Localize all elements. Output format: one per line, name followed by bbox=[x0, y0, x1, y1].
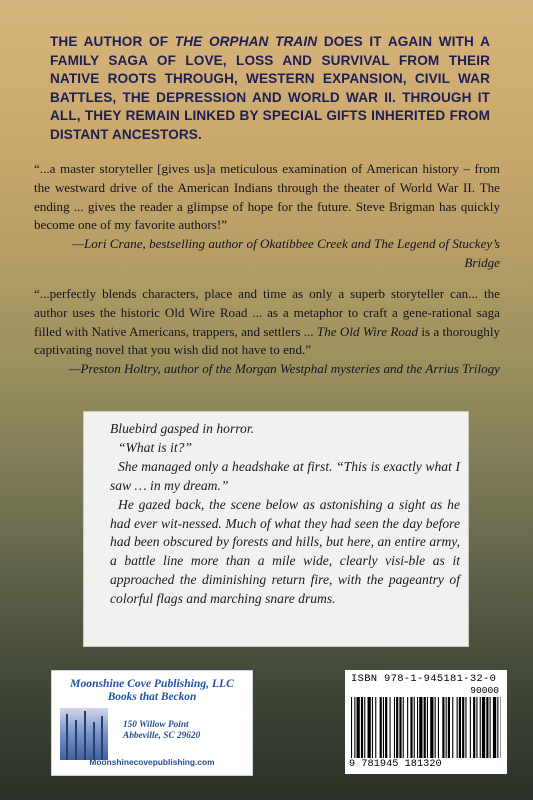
barcode-stripe bbox=[394, 697, 395, 761]
barcode-stripe bbox=[414, 697, 415, 761]
barcode-stripe bbox=[357, 697, 360, 761]
barcode-bars bbox=[351, 697, 501, 761]
isbn-barcode bbox=[345, 670, 507, 774]
barcode-stripe bbox=[448, 697, 450, 761]
barcode-stripe bbox=[403, 697, 404, 761]
review-quote-2-title: The Old Wire Road bbox=[316, 323, 419, 339]
barcode-stripe bbox=[493, 697, 496, 761]
back-cover-blurb bbox=[50, 33, 490, 145]
publisher-address-line-2: Abbeville, SC 29620 bbox=[123, 731, 201, 741]
barcode-stripe bbox=[457, 697, 458, 761]
barcode-stripe bbox=[473, 697, 475, 761]
barcode-stripe bbox=[459, 697, 461, 761]
barcode-stripe bbox=[396, 697, 398, 761]
publisher-name: Moonshine Cove Publishing, LLC bbox=[70, 677, 234, 690]
barcode-stripe bbox=[383, 697, 384, 761]
barcode-stripe bbox=[410, 697, 412, 761]
excerpt-paragraph-3: She managed only a headshake at first. “This is exactly what I saw … in my dream.” bbox=[110, 458, 460, 493]
review-quote-1-attribution: —Lori Crane, bestselling author of Okatibbee Creek and The Legend of Stuckey’s Bridge bbox=[72, 236, 500, 270]
publisher-logo-image bbox=[60, 708, 108, 760]
publisher-website: Moonshinecovepublishing.com bbox=[89, 757, 215, 767]
blurb-book-title: THE ORPHAN TRAIN bbox=[174, 34, 318, 49]
book-excerpt-box bbox=[84, 412, 468, 646]
publisher-address-line-1: 150 Willow Point bbox=[123, 720, 189, 730]
barcode-stripe bbox=[442, 697, 444, 761]
price-code: 90000 bbox=[470, 685, 499, 696]
review-quote-2 bbox=[34, 285, 500, 379]
barcode-stripe bbox=[390, 697, 391, 761]
barcode-stripe bbox=[486, 697, 488, 761]
barcode-stripe bbox=[364, 697, 365, 761]
review-quote-2-text-a: “...perfectly blends characters, place and time as only a superb storyteller can... the author uses the historic Old Wire Road ... as a metaphor to craft a gene-rational saga filled with Native Americans, trappers, and settlers ... bbox=[34, 286, 500, 339]
barcode-stripe bbox=[476, 697, 477, 761]
barcode-stripe bbox=[480, 697, 481, 761]
logo-tree-trunk bbox=[84, 711, 86, 760]
review-quote-1-text: “...a master storyteller [gives us]a meticulous examination of American history – from the westward drive of the American Indians through the theater of World War II. The ending ... gives the reader a glimpse of hope for the future. Steve Brigman has quickly become one of my favorite authors!” bbox=[34, 161, 500, 233]
barcode-stripe bbox=[419, 697, 422, 761]
logo-tree-trunk bbox=[101, 716, 103, 760]
barcode-stripe bbox=[380, 697, 382, 761]
barcode-stripe bbox=[407, 697, 408, 761]
excerpt-paragraph-1: Bluebird gasped in horror. bbox=[110, 421, 254, 436]
barcode-stripe bbox=[490, 697, 491, 761]
barcode-stripe bbox=[497, 697, 498, 761]
barcode-stripe bbox=[399, 697, 401, 761]
review-quote-2-attribution: —Preston Holtry, author of the Morgan Westphal mysteries and the Arrius Trilogy bbox=[68, 361, 500, 377]
barcode-stripe bbox=[361, 697, 363, 761]
barcode-stripe bbox=[435, 697, 436, 761]
isbn-number: ISBN 978-1-945181-32-0 bbox=[351, 673, 497, 685]
barcode-stripe bbox=[424, 697, 426, 761]
barcode-stripe bbox=[351, 697, 352, 761]
barcode-stripe bbox=[430, 697, 433, 761]
barcode-stripe bbox=[372, 697, 373, 761]
barcode-stripe bbox=[465, 697, 466, 761]
barcode-stripe bbox=[452, 697, 453, 761]
excerpt-paragraph-4: He gazed back, the scene below as astonishing a sight as he had ever wit-nessed. Much of what they had seen the day before had been obscured by forests and hills, but here, an entire army, a battle line more than a mile wide, clearly visi-ble as it approached the diminishing return fire, with the pageantry of colorful flags and marching snare drums. bbox=[110, 496, 460, 607]
barcode-stripe bbox=[446, 697, 447, 761]
logo-tree-trunk bbox=[66, 714, 68, 760]
barcode-stripe bbox=[482, 697, 485, 761]
barcode-digits: 9 781945 181320 bbox=[349, 758, 503, 770]
review-quote-2-text-b: is a thoroughly captivating novel that you wish did not have to end.” bbox=[34, 323, 500, 358]
blurb-body: DOES IT AGAIN WITH A FAMILY SAGA OF LOVE, LOSS AND SURVIVAL FROM THEIR NATIVE ROOTS THROUGH, WESTERN EXPANSION, CIVIL WAR BATTLES, THE DEPRESSION AND WORLD WAR II. THROUGH IT ALL, THEY REMAIN LINKED BY SPECIAL GIFTS INHERITED FROM DISTANT ANCESTORS. bbox=[50, 34, 491, 142]
logo-tree-trunk bbox=[75, 720, 77, 760]
publisher-tagline: Books that Beckon bbox=[107, 691, 197, 703]
barcode-stripe bbox=[427, 697, 428, 761]
blurb-intro: THE AUTHOR OF bbox=[50, 34, 175, 49]
publisher-box bbox=[51, 670, 253, 776]
barcode-stripe bbox=[375, 697, 376, 761]
barcode-stripe bbox=[438, 697, 439, 761]
barcode-stripe bbox=[368, 697, 371, 761]
barcode-stripe bbox=[417, 697, 418, 761]
barcode-stripe bbox=[462, 697, 464, 761]
excerpt-paragraph-2: “What is it?” bbox=[118, 439, 193, 455]
barcode-stripe bbox=[470, 697, 471, 761]
review-quote-1 bbox=[34, 160, 500, 273]
barcode-stripe bbox=[354, 697, 355, 761]
logo-tree-trunk bbox=[93, 722, 95, 760]
barcode-stripe bbox=[385, 697, 387, 761]
